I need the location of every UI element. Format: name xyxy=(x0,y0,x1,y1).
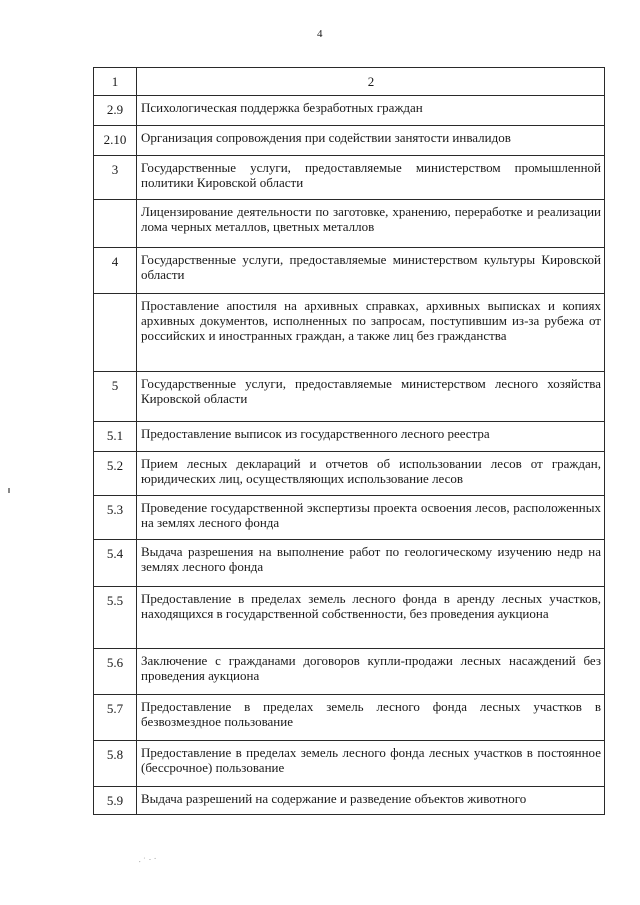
header-col-2: 2 xyxy=(137,68,605,96)
table-row xyxy=(94,452,605,496)
row-text: Предоставление выписок из государственного лесного реестра xyxy=(137,422,605,452)
row-number: 5.4 xyxy=(94,540,137,587)
table-row xyxy=(94,787,605,815)
row-text: Организация сопровождения при содействии занятости инвалидов xyxy=(137,126,605,156)
row-text: Выдача разрешения на выполнение работ по геологическому изучению недр на землях лесного фонда xyxy=(137,540,605,587)
header-col-1: 1 xyxy=(94,68,137,96)
row-number: 5.1 xyxy=(94,422,137,452)
scan-edge-mark xyxy=(8,488,10,493)
row-number: 2.9 xyxy=(94,96,137,126)
page-number: 4 xyxy=(317,28,323,40)
table-row xyxy=(94,540,605,587)
row-number xyxy=(94,200,137,248)
table-row xyxy=(94,741,605,787)
table-row xyxy=(94,126,605,156)
table-row xyxy=(94,649,605,695)
row-text: Заключение с гражданами договоров купли-продажи лесных насаждений без проведения аукциона xyxy=(137,649,605,695)
row-number: 3 xyxy=(94,156,137,200)
table-row xyxy=(94,422,605,452)
services-table xyxy=(93,67,605,815)
row-number xyxy=(94,294,137,372)
row-number: 2.10 xyxy=(94,126,137,156)
table-row xyxy=(94,496,605,540)
row-text: Предоставление в пределах земель лесного фонда лесных участков в безвозмездное пользование xyxy=(137,695,605,741)
row-number: 4 xyxy=(94,248,137,294)
row-number: 5.5 xyxy=(94,587,137,649)
row-text: Проведение государственной экспертизы проекта освоения лесов, расположенных на землях лесного фонда xyxy=(137,496,605,540)
table-header-row xyxy=(94,68,605,96)
row-number: 5.6 xyxy=(94,649,137,695)
row-text: Проставление апостиля на архивных справках, архивных выписках и копиях архивных документов, исполненных по запросам, поступившим из-за рубежа от российских и иностранных граждан, а также лиц без гражданства xyxy=(137,294,605,372)
row-text: Государственные услуги, предоставляемые министерством промышленной политики Кировской области xyxy=(137,156,605,200)
table-row xyxy=(94,156,605,200)
table-row xyxy=(94,96,605,126)
row-number: 5 xyxy=(94,372,137,422)
table-row xyxy=(94,695,605,741)
table-row xyxy=(94,587,605,649)
row-text: Психологическая поддержка безработных граждан xyxy=(137,96,605,126)
row-text: Государственные услуги, предоставляемые министерством культуры Кировской области xyxy=(137,248,605,294)
row-number: 5.7 xyxy=(94,695,137,741)
scan-smudge-mark: · ˙ · · xyxy=(137,853,158,867)
row-text: Государственные услуги, предоставляемые министерством лесного хозяйства Кировской области xyxy=(137,372,605,422)
table-row xyxy=(94,248,605,294)
row-number: 5.9 xyxy=(94,787,137,815)
row-number: 5.3 xyxy=(94,496,137,540)
table-row xyxy=(94,294,605,372)
table-row xyxy=(94,200,605,248)
row-text: Выдача разрешений на содержание и разведение объектов животного xyxy=(137,787,605,815)
row-text: Предоставление в пределах земель лесного фонда лесных участков в постоянное (бессрочное) пользование xyxy=(137,741,605,787)
table-row xyxy=(94,372,605,422)
row-number: 5.2 xyxy=(94,452,137,496)
row-text: Предоставление в пределах земель лесного фонда в аренду лесных участков, находящихся в государственной собственности, без проведения аукциона xyxy=(137,587,605,649)
row-text: Лицензирование деятельности по заготовке, хранению, переработке и реализации лома черных металлов, цветных металлов xyxy=(137,200,605,248)
row-text: Прием лесных деклараций и отчетов об использовании лесов от граждан, юридических лиц, осуществляющих использование лесов xyxy=(137,452,605,496)
row-number: 5.8 xyxy=(94,741,137,787)
